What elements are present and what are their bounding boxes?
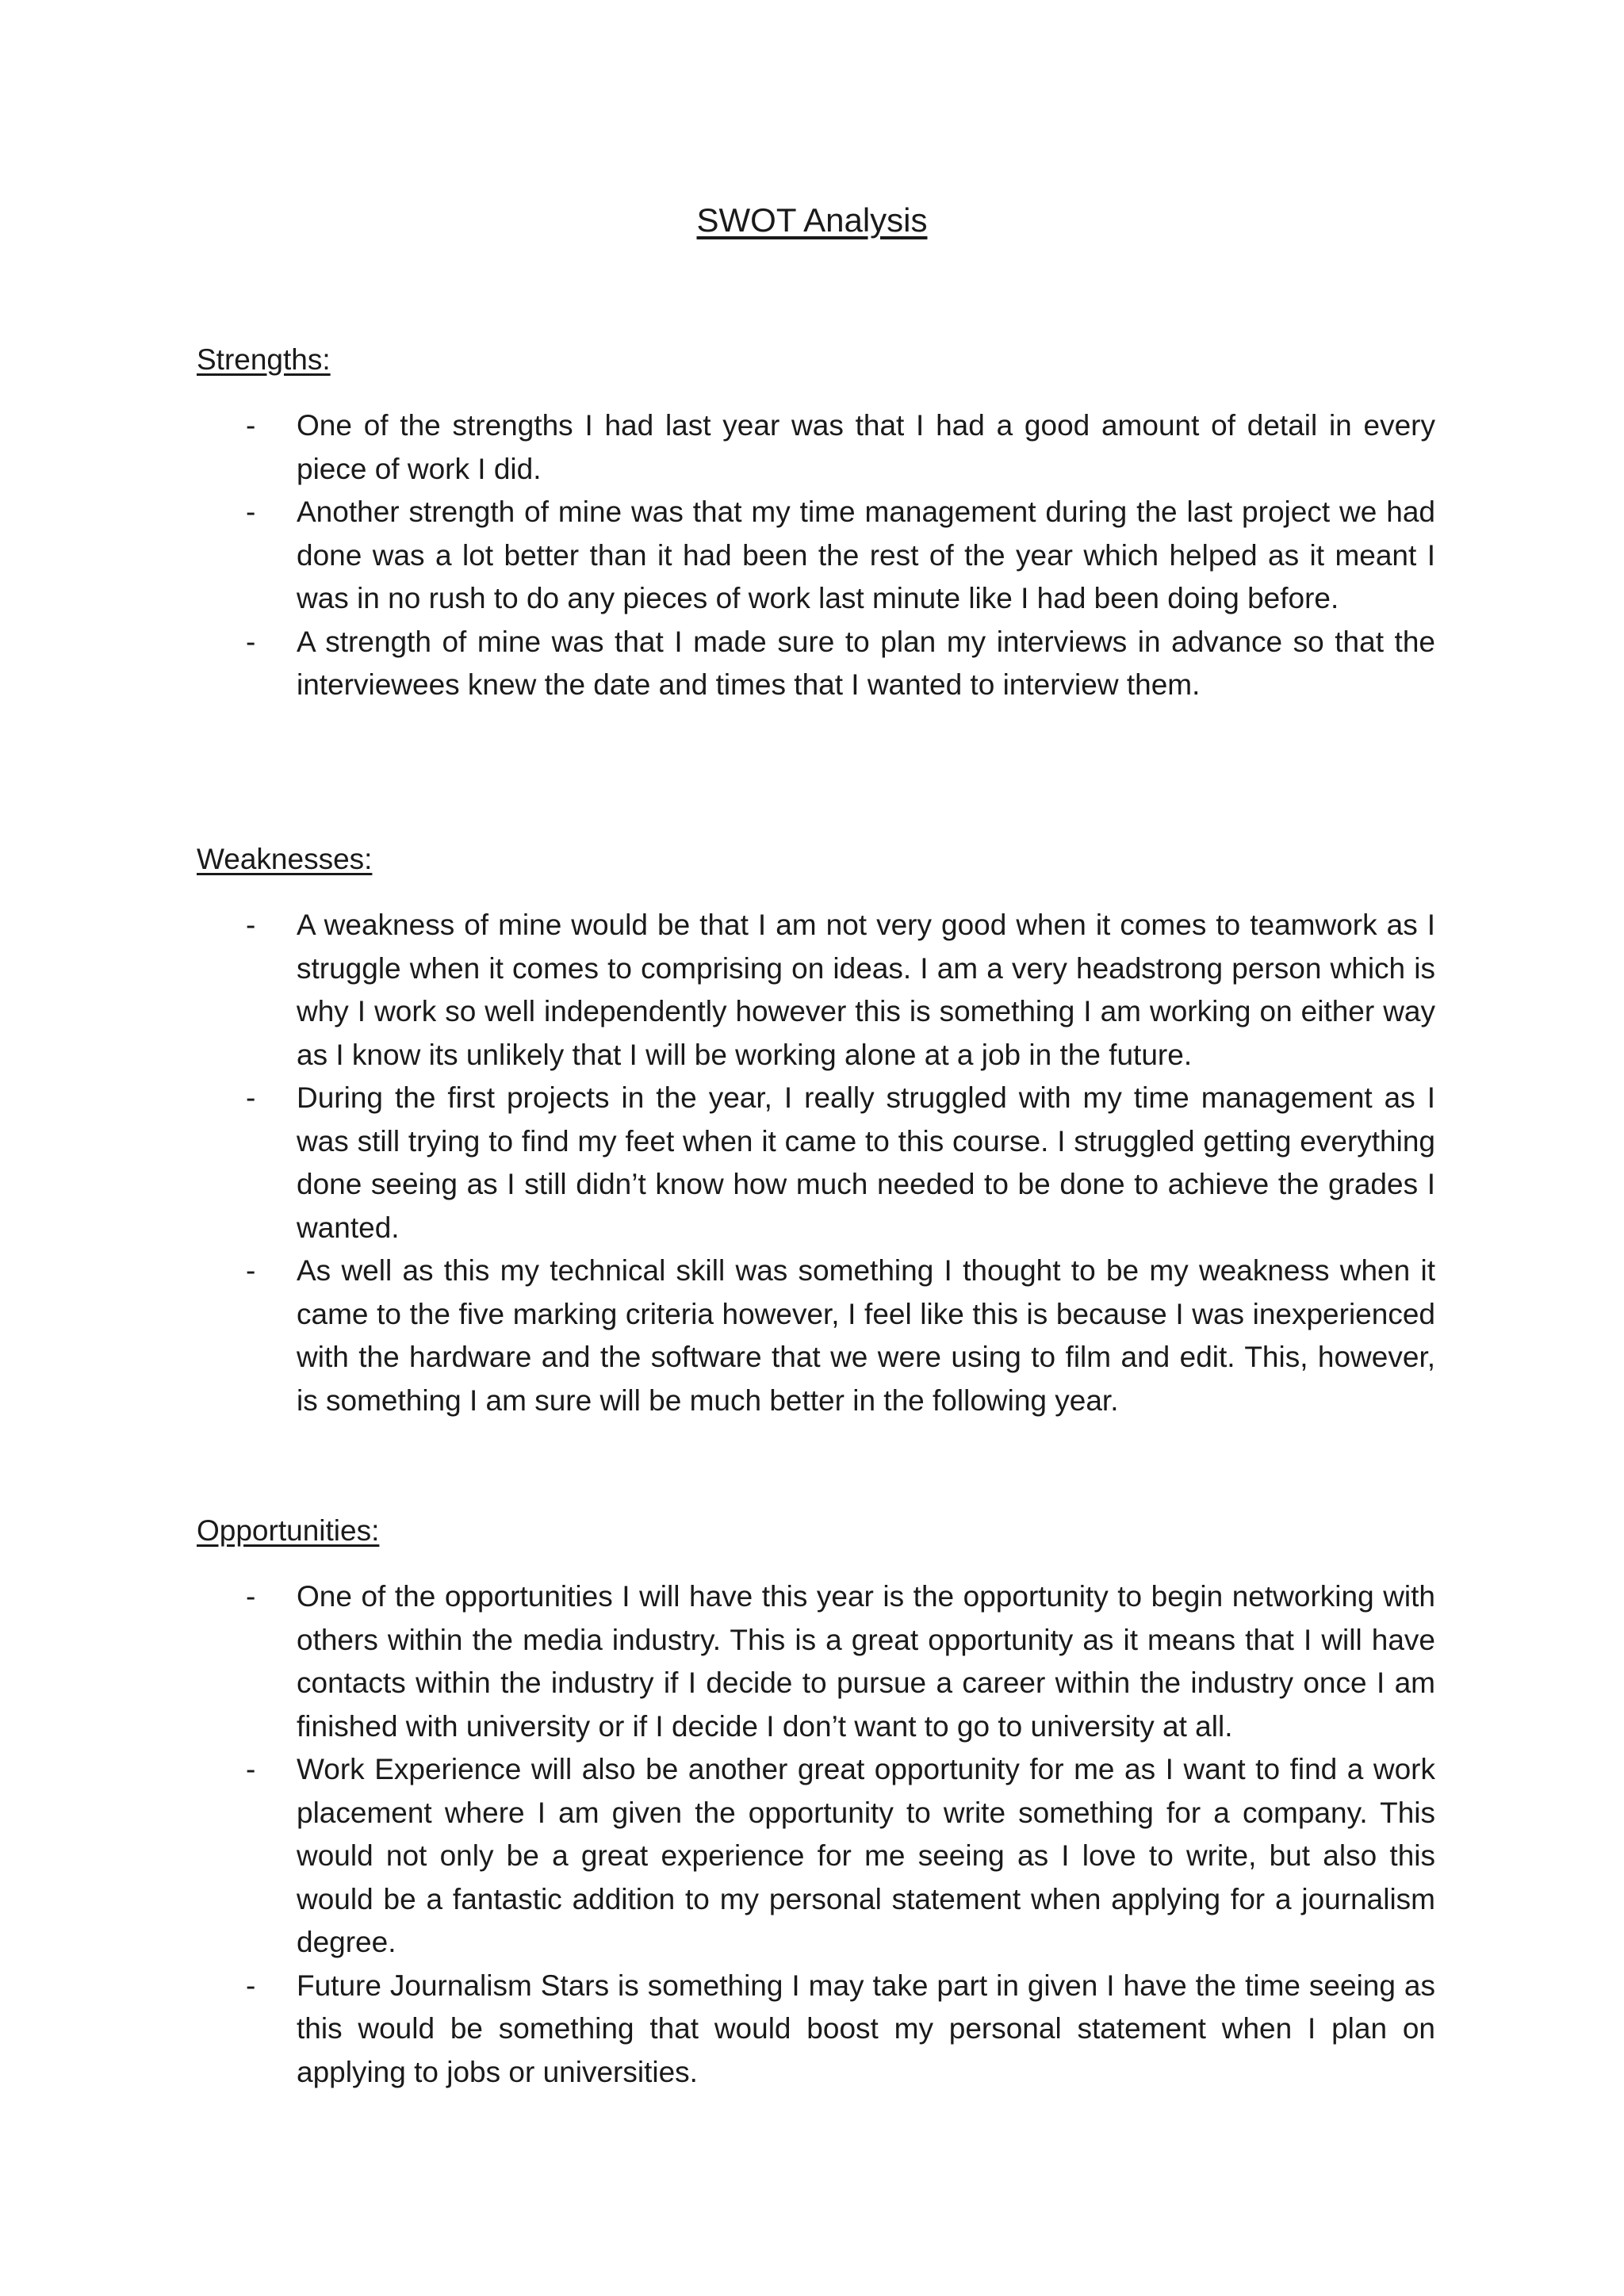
bullet-dash: - [246,1081,256,1114]
list-item [197,491,1435,621]
opportunities-section [197,1510,1435,2094]
list-item [197,1965,1435,2095]
list-item-text: Work Experience will also be another great opportunity for me as I want to find a work placement where I am given the opportunity to write something for a company. This would not only be a great experience for me seeing as I love to write, but also this would be a fantastic addition to my personal statement when applying for a journalism degree. [297,1753,1435,1958]
list-item-text: One of the opportunities I will have this year is the opportunity to begin networking with others within the media industry. This is a great opportunity as it means that I will have contacts within the industry if I decide to pursue a career within the industry once I am finished with university or if I decide I don’t want to go to university at all. [297,1580,1435,1743]
section-heading-weaknesses: Weaknesses: [197,843,373,875]
section-heading-strengths: Strengths: [197,343,331,376]
list-item-text: Another strength of mine was that my time management during the last project we had done was a lot better than it had been the rest of the year which helped as it meant I was in no rush to do any pieces of work last minute like I had been doing before. [297,496,1435,614]
strengths-section [197,339,1435,707]
bullet-dash: - [246,1254,256,1287]
bullet-dash: - [246,496,256,528]
list-item [197,1077,1435,1249]
section-heading-opportunities: Opportunities: [197,1514,380,1547]
weaknesses-list [197,904,1435,1422]
list-item [197,1249,1435,1422]
list-item-text: A strength of mine was that I made sure to plan my interviews in advance so that the interviewees knew the date and times that I wanted to interview them. [297,625,1435,701]
list-item-text: As well as this my technical skill was something I thought to be my weakness when it came to the five marking criteria however, I feel like this is because I was inexperienced with the hardware and the software that we were using to film and edit. This, however, is something I am sure will be much better in the following year. [297,1254,1435,1417]
list-item-text: One of the strengths I had last year was that I had a good amount of detail in every piece of work I did. [297,409,1435,485]
bullet-dash: - [246,909,256,941]
list-item [197,1748,1435,1965]
strengths-list [197,404,1435,707]
document-title: SWOT Analysis [696,201,928,239]
bullet-dash: - [246,409,256,442]
bullet-dash: - [246,1580,256,1613]
list-item-text: During the first projects in the year, I really struggled with my time management as I was still trying to find my feet when it came to this course. I struggled getting everything done seeing as I still didn’t know how much needed to be done to achieve the grades I wanted. [297,1081,1435,1244]
list-item-text: A weakness of mine would be that I am not very good when it comes to teamwork as I struggle when it comes to comprising on ideas. I am a very headstrong person which is why I work so well independently however this is something I am working on either way as I know its unlikely that I will be working alone at a job in the future. [297,909,1435,1071]
list-item-text: Future Journalism Stars is something I may take part in given I have the time seeing as this would be something that would boost my personal statement when I plan on applying to jobs or universities. [297,1969,1435,2088]
opportunities-list [197,1575,1435,2094]
list-item [197,1575,1435,1748]
weaknesses-section [197,839,1435,1422]
list-item [197,404,1435,491]
list-item [197,904,1435,1077]
bullet-dash: - [246,1753,256,1785]
bullet-dash: - [246,1969,256,2002]
list-item [197,621,1435,707]
bullet-dash: - [246,625,256,658]
